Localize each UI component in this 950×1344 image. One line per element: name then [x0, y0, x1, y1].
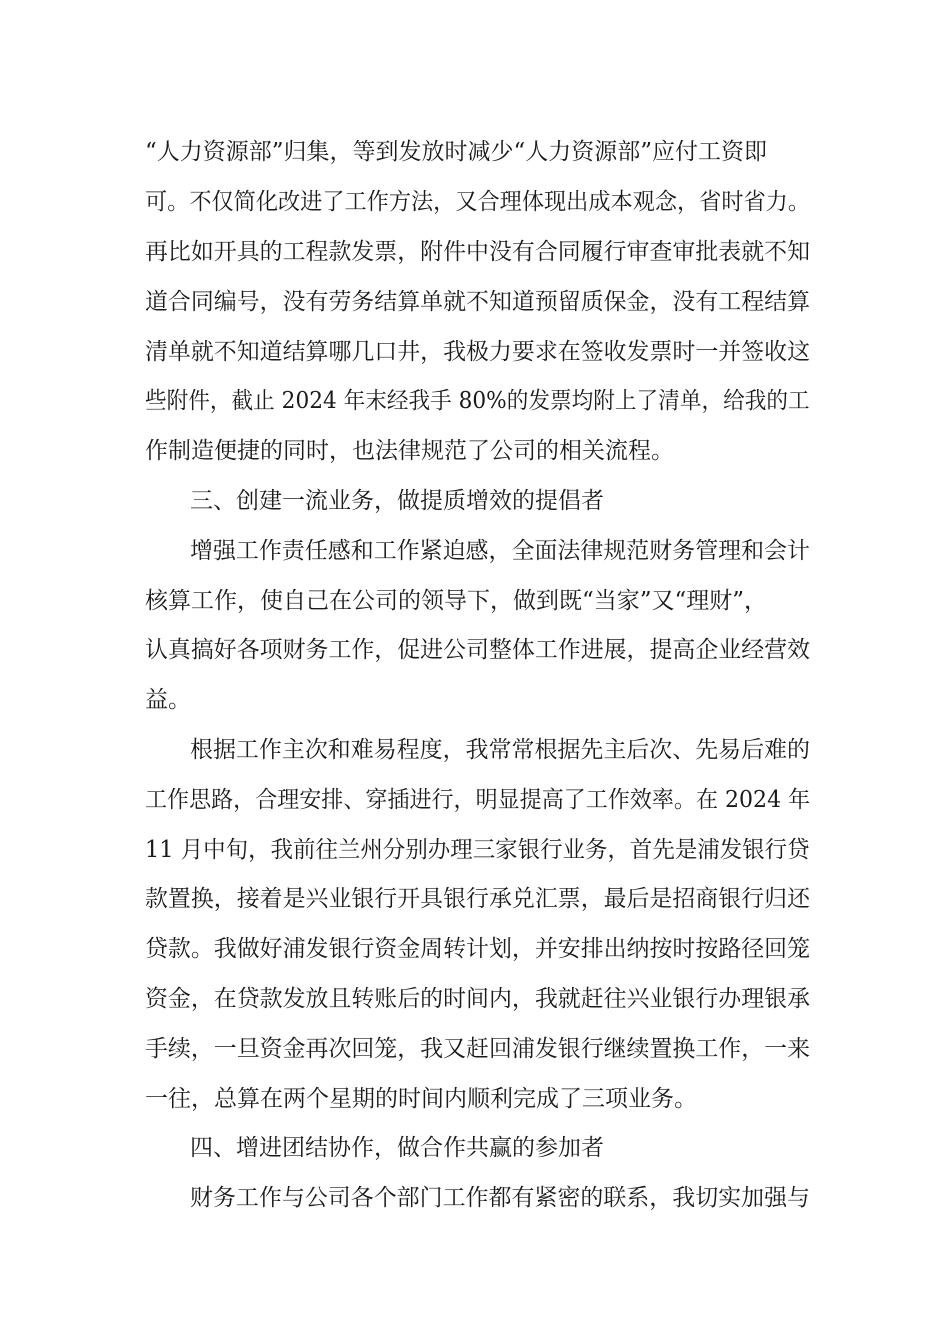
text-line: 根据工作主次和难易程度，我常常根据先主后次、先易后难的 [190, 737, 811, 763]
text-line: 手续，一旦资金再次回笼，我又赶回浦发银行继续置换工作，一来 [145, 1036, 810, 1062]
text-line: “人力资源部”归集，等到发放时减少“人力资源部”应付工资即 [145, 139, 768, 165]
section-heading: 四、增进团结协作，做合作共赢的参加者 [190, 1135, 604, 1161]
section-heading: 三、创建一流业务，做提质增效的提倡者 [190, 488, 604, 514]
text-line: 认真搞好各项财务工作，促进公司整体工作进展，提高企业经营效 [145, 637, 810, 663]
text-line: 款置换，接着是兴业银行开具银行承兑汇票，最后是招商银行归还 [145, 886, 810, 912]
text-line: 11 月中旬，我前往兰州分别办理三家银行业务，首先是浦发银行贷 [145, 837, 810, 863]
text-line: 资金，在贷款发放且转账后的时间内，我就赶往兴业银行办理银承 [145, 986, 810, 1012]
text-line: 作制造便捷的同时，也法律规范了公司的相关流程。 [145, 438, 674, 464]
text-line: 一往，总算在两个星期的时间内顺利完成了三项业务。 [145, 1086, 697, 1112]
text-line: 财务工作与公司各个部门工作都有紧密的联系，我切实加强与 [190, 1185, 811, 1211]
text-line: 工作思路，合理安排、穿插进行，明显提高了工作效率。在 2024 年 [145, 787, 811, 813]
text-line: 核算工作，使自己在公司的领导下，做到既“当家”又“理财”， [145, 588, 768, 614]
text-line: 贷款。我做好浦发银行资金周转计划，并安排出纳按时按路径回笼 [145, 936, 810, 962]
text-line: 些附件，截止 2024 年末经我手 80%的发票均附上了清单，给我的工 [145, 388, 810, 414]
text-line: 益。 [145, 687, 191, 713]
text-line: 清单就不知道结算哪几口井，我极力要求在签收发票时一并签收这 [145, 339, 810, 365]
text-line: 再比如开具的工程款发票，附件中没有合同履行审查审批表就不知 [145, 239, 810, 265]
text-line: 增强工作责任感和工作紧迫感，全面法律规范财务管理和会计 [190, 538, 811, 564]
text-line: 可。不仅简化改进了工作方法，又合理体现出成本观念，省时省力。 [145, 189, 811, 215]
text-line: 道合同编号，没有劳务结算单就不知道预留质保金，没有工程结算 [145, 289, 810, 315]
